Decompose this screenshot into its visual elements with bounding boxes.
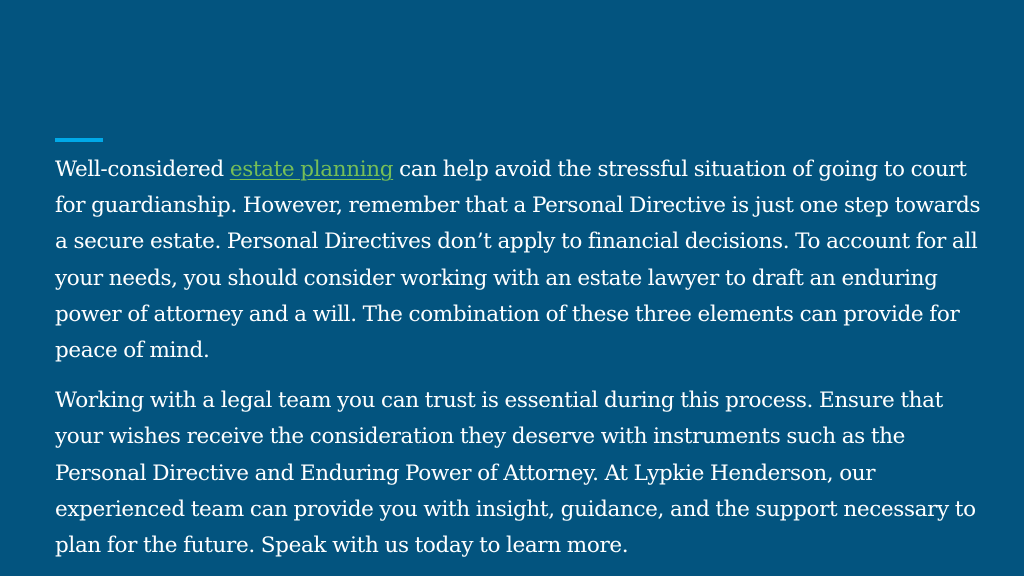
- accent-bar: [55, 138, 103, 142]
- paragraph-legal-team: Working with a legal team you can trust is essential during this process. Ensure that your wishes receive the consideration they deserve with instruments such as the Personal Directive and Enduring Power of Attorney. At Lypkie Henderson, our experienced team can provide you with insight, guidance, and the support necessary to plan for the future. Speak with us today to learn more.: [55, 388, 976, 559]
- estate-planning-link[interactable]: estate planning: [229, 157, 394, 182]
- paragraph-1-intro: Well-considered: [55, 157, 230, 182]
- paragraph-estate-planning: [55, 152, 985, 369]
- paragraph-1-text: can help avoid the stressful situation of going to court for guardianship. However, remember that a Personal Directive is just one step towards a secure estate. Personal Directives don’t apply to financial decisions. To account for all your needs, you should consider working with an estate lawyer to draft an enduring power of attorney and a will. The combination of these three elements can provide for peace of mind.: [55, 157, 981, 364]
- slide-body: [55, 152, 985, 564]
